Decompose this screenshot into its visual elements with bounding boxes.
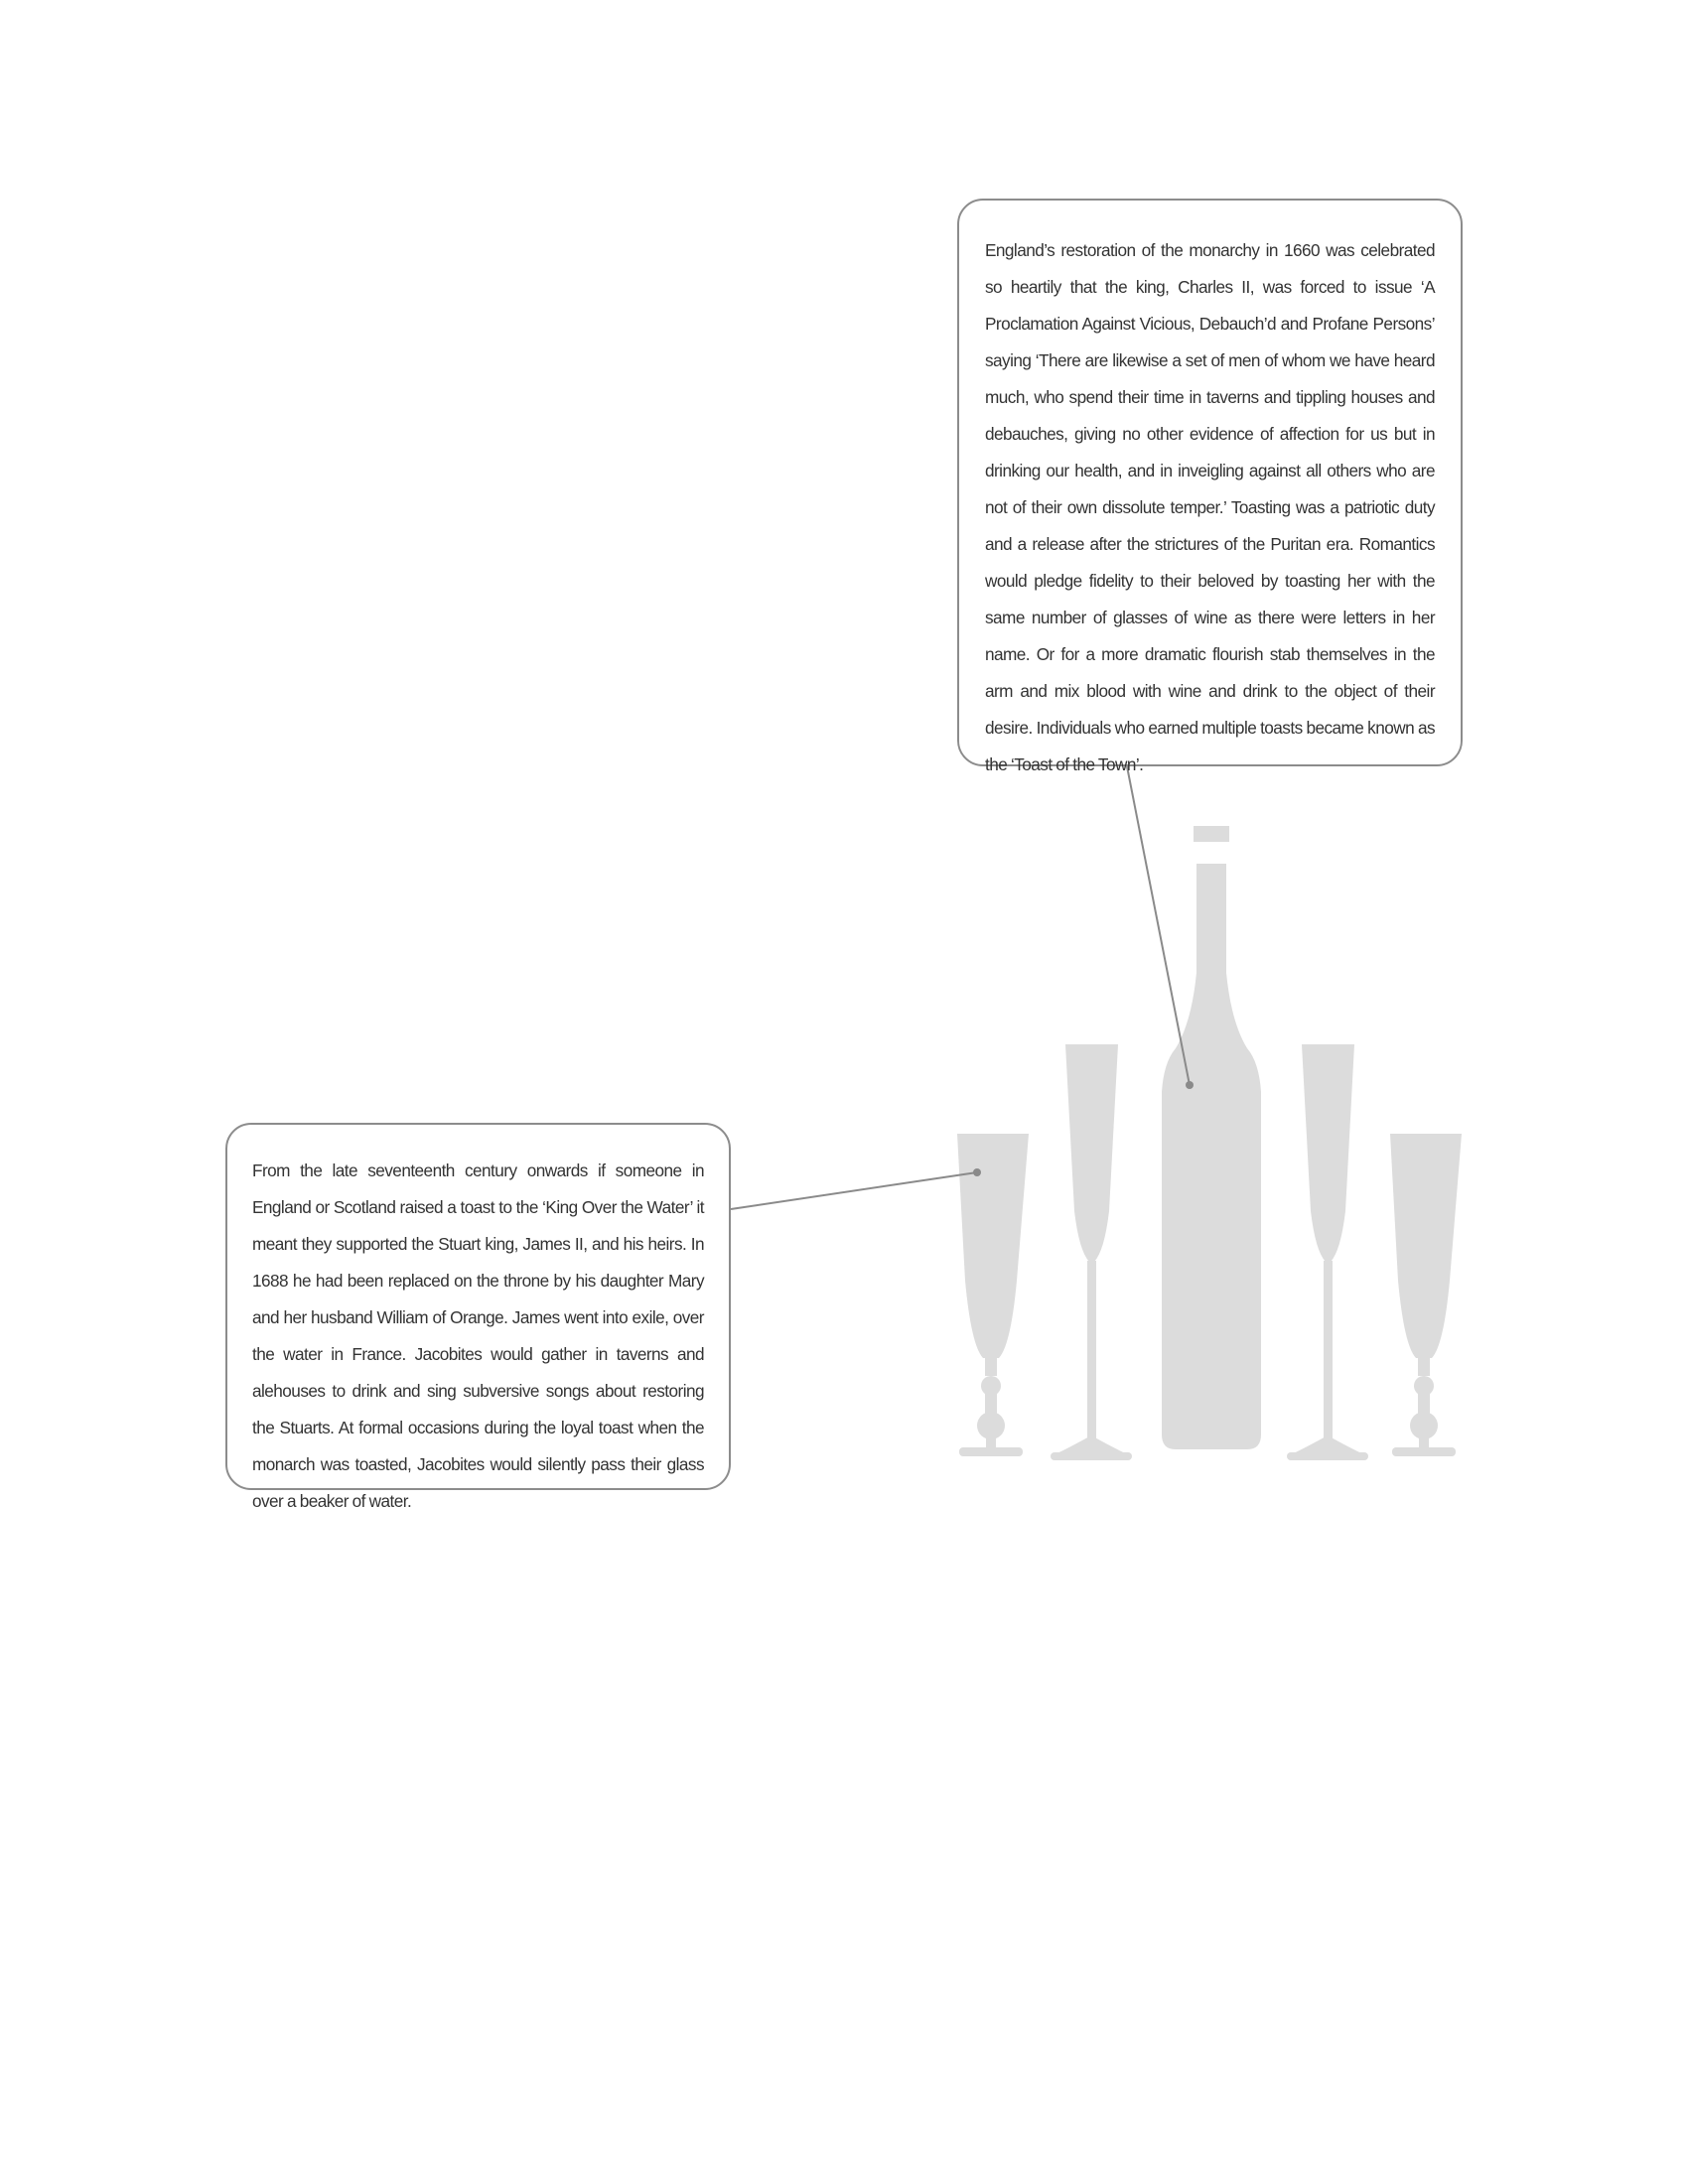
leader-dot-restoration <box>1186 1081 1194 1089</box>
short-flute-glass-left <box>957 1134 1029 1456</box>
leader-line-jacobites <box>731 1172 977 1209</box>
leader-line-restoration <box>1127 766 1190 1085</box>
tall-flute-glass-right <box>1287 1044 1368 1460</box>
tall-flute-glass-left <box>1051 1044 1132 1460</box>
wine-bottle <box>1162 826 1261 1449</box>
glass-silhouettes <box>957 826 1462 1460</box>
callout-restoration <box>957 199 1463 774</box>
callout-restoration-text: England’s restoration of the monarchy in 1660 was celebrated so heartily that the king, Charles II, was forced to issue ‘A Proclamation Against Vicious, Debauch’d and Profane Persons’ saying ‘There are likewise a set of men of whom we have heard much, who spend their time in taverns and tippling houses and debauches, giving no other evidence of affection for us but in drinking our health, and in inveigling against all others who are not of their own dissolute temper.’ Toasting was a patriotic duty and a release after the strictures of the Puritan era. Romantics would pledge fidelity to their beloved by toasting her with the same number of glasses of wine as there were letters in her name. Or for a more dramatic flourish stab themselves in the arm and mix blood with wine and drink to the object of their desire. Individuals who earned multiple toasts became known as the ‘Toast of the Town’. <box>985 240 1435 774</box>
callout-jacobites-text: From the late seventeenth century onwards if someone in England or Scotland raised a toast to the ‘King Over the Water’ it meant they supported the Stuart king, James II, and his heirs. In 1688 he had been replaced on the throne by his daughter Mary and her husband William of Orange. James went into exile, over the water in France. Jacobites would gather in taverns and alehouses to drink and sing subversive songs about restoring the Stuarts. At formal occasions during the loyal toast when the monarch was toasted, Jacobites would silently pass their glass over a beaker of water. <box>252 1160 704 1511</box>
callout-jacobites <box>225 1123 731 1511</box>
short-flute-glass-right <box>1390 1134 1462 1456</box>
leader-dot-jacobites <box>973 1168 981 1176</box>
